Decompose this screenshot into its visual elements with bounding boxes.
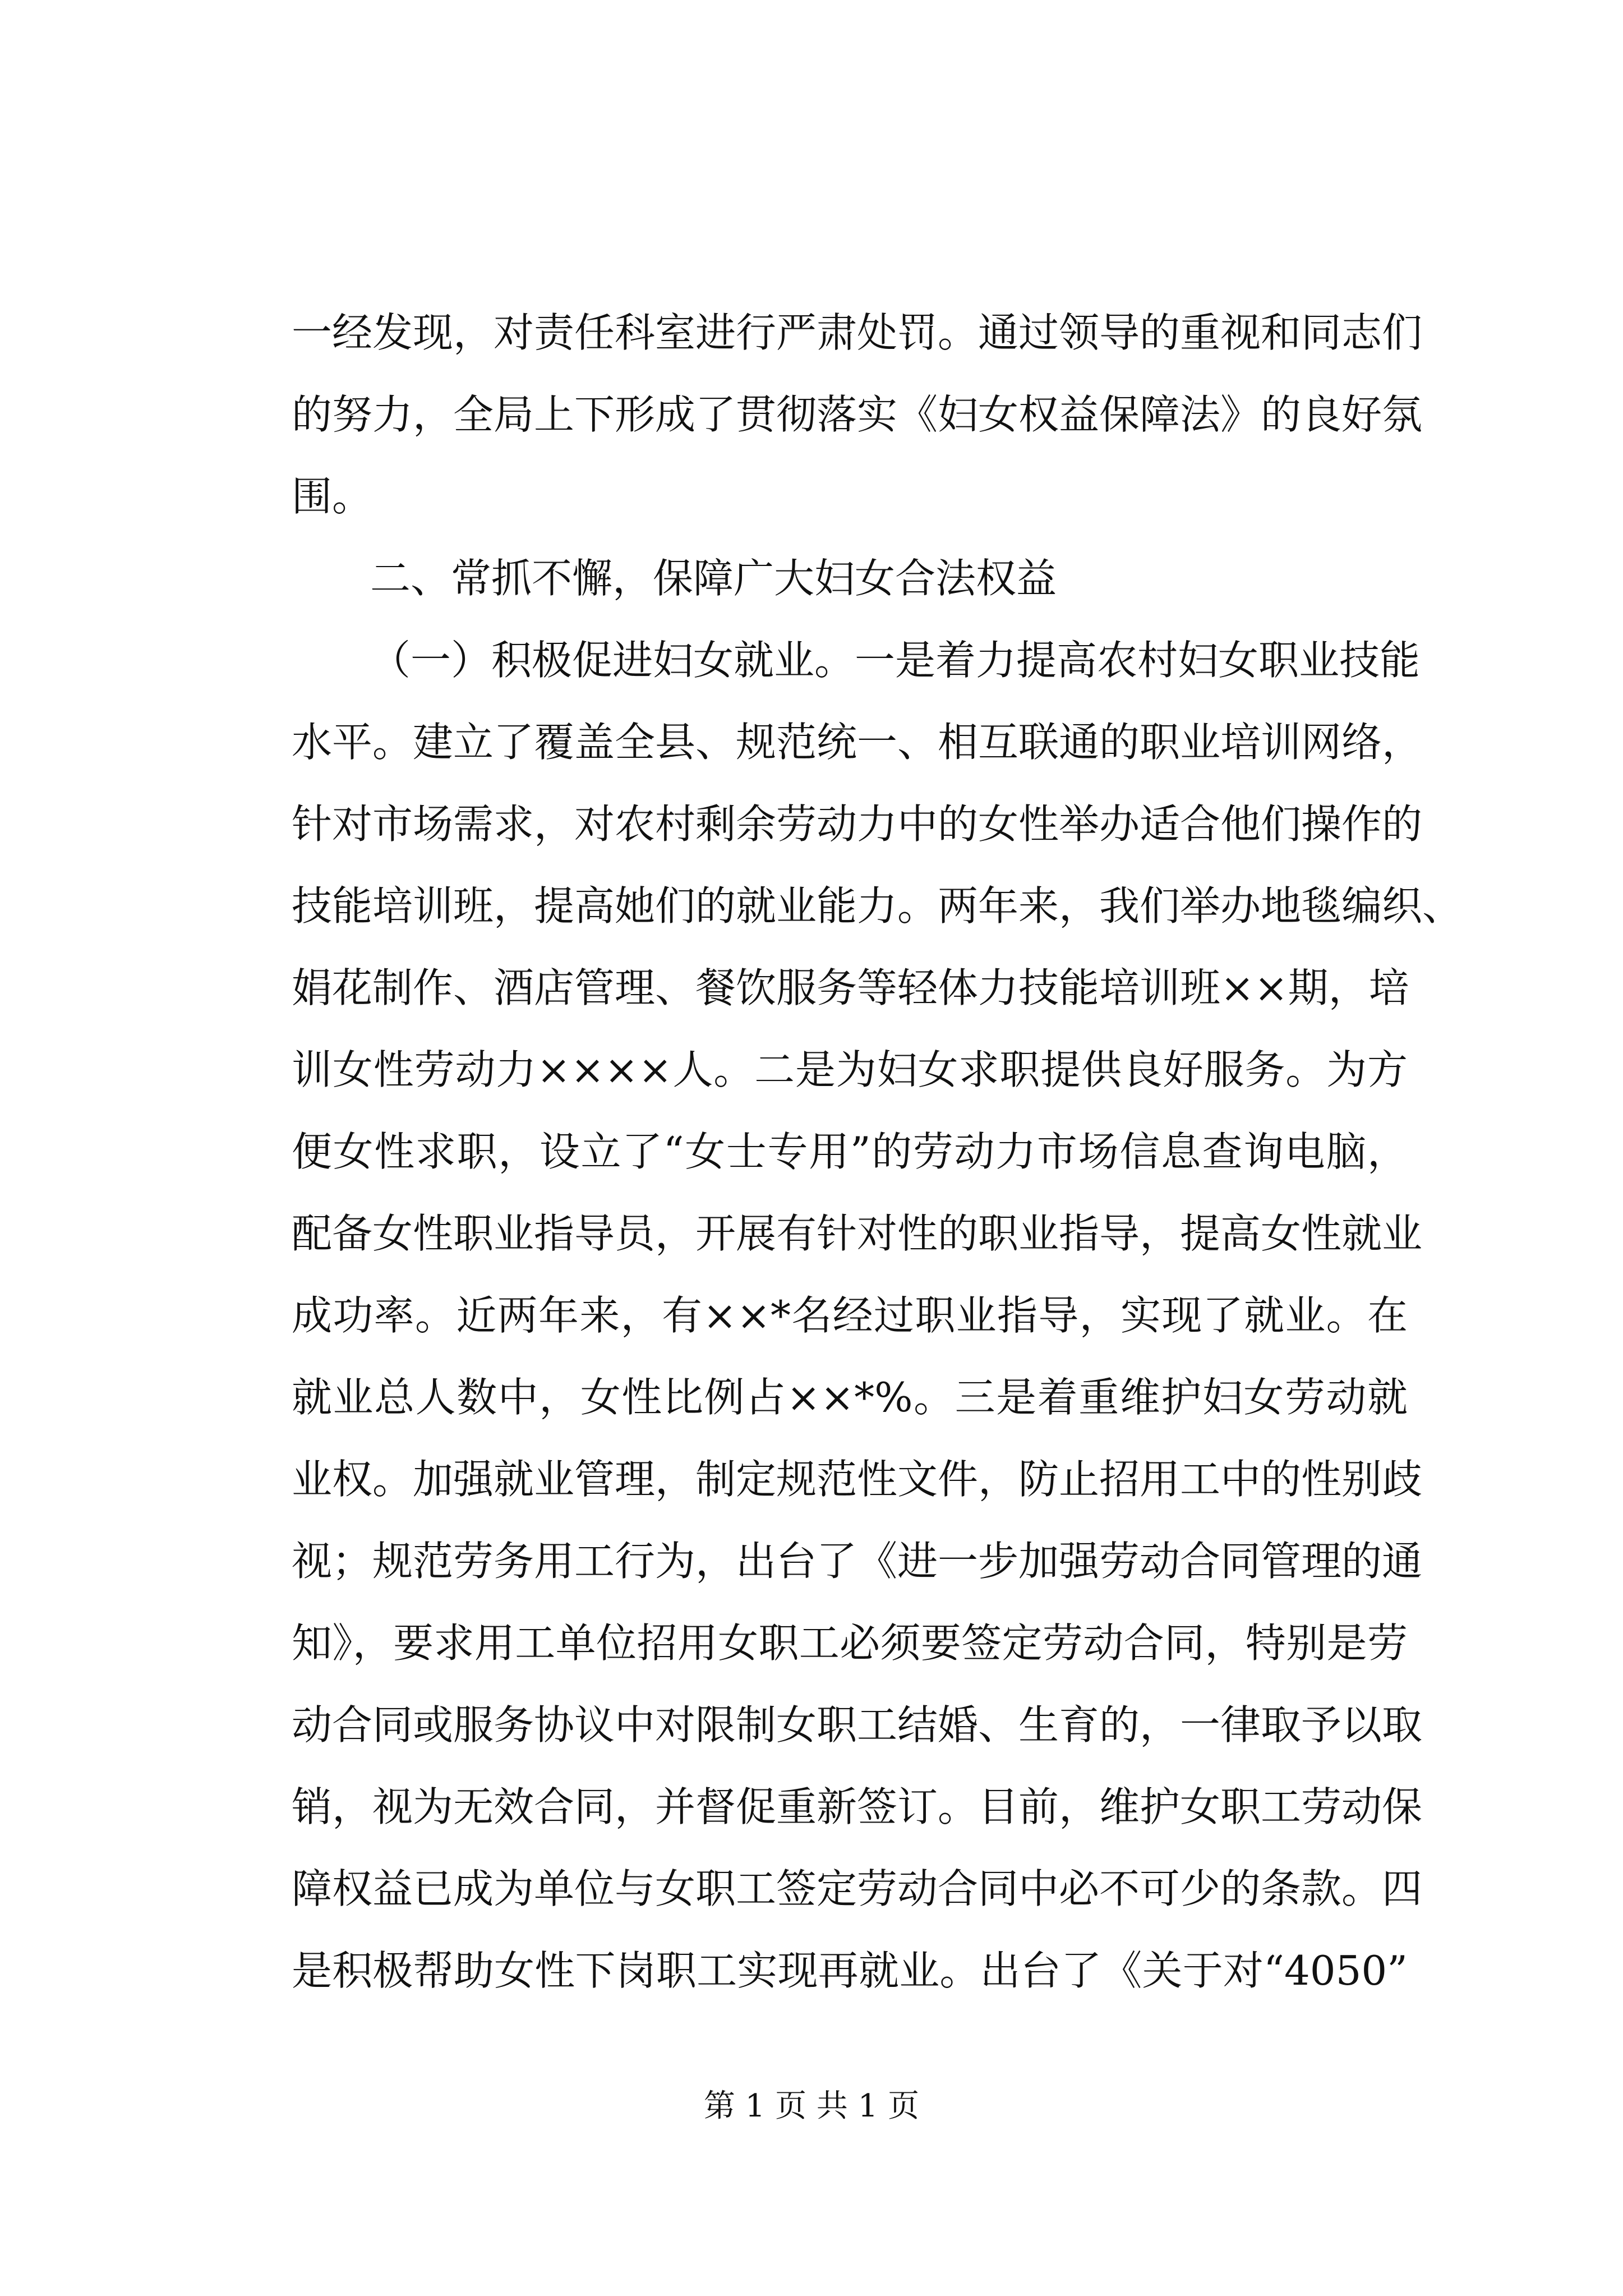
document-body [292, 292, 1463, 2012]
paragraph-line: 针对市场需求，对农村剩余劳动力中的女性举办适合他们操作的 [292, 800, 1423, 848]
paragraph-line: 成功率。近两年来，有××*名经过职业指导，实现了就业。在 [292, 1292, 1408, 1339]
paragraph-line: 知》，要求用工单位招用女职工必须要签定劳动合同，特别是劳 [292, 1619, 1408, 1667]
paragraph-line: 便女性求职，设立了“女士专用”的劳动力市场信息查询电脑， [292, 1128, 1408, 1175]
paragraph-line: 娟花制作、酒店管理、餐饮服务等轻体力技能培训班××期，培 [292, 964, 1409, 1011]
paragraph-line: 障权益已成为单位与女职工签定劳动合同中必不可少的条款。四 [292, 1865, 1423, 1912]
section-heading: 二、常抓不懈，保障广大妇女合法权益 [370, 555, 1057, 602]
paragraph-line: 视；规范劳务用工行为，出台了《进一步加强劳动合同管理的通 [292, 1538, 1423, 1585]
paragraph-line: 一经发现，对责任科室进行严肃处罚。通过领导的重视和同志们 [292, 309, 1423, 356]
paragraph-line: 技能培训班，提高她们的就业能力。两年来，我们举办地毯编织、 [292, 882, 1463, 930]
paragraph-line: 围。 [292, 473, 373, 520]
paragraph-line: 训女性劳动力××××人。二是为妇女求职提供良好服务。为方 [292, 1046, 1408, 1093]
paragraph-line: 是积极帮助女性下岗职工实现再就业。出台了《关于对“4050” [292, 1947, 1408, 1994]
paragraph-line: 业权。加强就业管理，制定规范性文件，防止招用工中的性别歧 [292, 1456, 1423, 1503]
paragraph-line: 销，视为无效合同，并督促重新签订。目前，维护女职工劳动保 [292, 1783, 1423, 1830]
paragraph-line: 就业总人数中，女性比例占××*%。三是着重维护妇女劳动就 [292, 1374, 1408, 1421]
paragraph-line: 水平。建立了覆盖全县、规范统一、相互联通的职业培训网络， [292, 719, 1423, 766]
subsection-heading-line: （一）积极促进妇女就业。一是着力提高农村妇女职业技能 [370, 637, 1421, 684]
page-number-footer: 第 1 页 共 1 页 [703, 2088, 920, 2124]
paragraph-line: 动合同或服务协议中对限制女职工结婚、生育的，一律取予以取 [292, 1701, 1423, 1749]
paragraph-line: 的努力，全局上下形成了贯彻落实《妇女权益保障法》的良好氛 [292, 391, 1423, 438]
paragraph-line: 配备女性职业指导员，开展有针对性的职业指导，提高女性就业 [292, 1210, 1423, 1257]
